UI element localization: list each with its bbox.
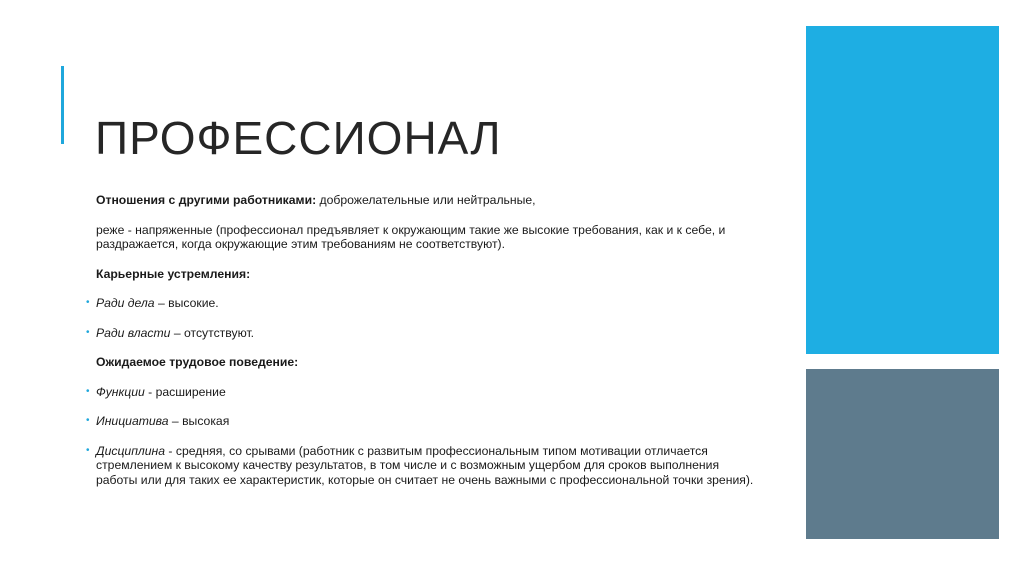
- list-item: • Ради дела – высокие.: [96, 296, 756, 311]
- behavior-heading: Ожидаемое трудовое поведение:: [96, 355, 299, 369]
- relations-text: доброжелательные или нейтральные,: [316, 193, 536, 207]
- tense-paragraph: реже - напряженные (профессионал предъявляет к окружающим такие же высокие требования, как и к себе, и раздражается, когда окружающие этим требованиям не соответствуют).: [96, 222, 726, 251]
- list-item: • Ради власти – отсутствуют.: [96, 326, 756, 341]
- career-heading: Карьерные устремления:: [96, 266, 251, 281]
- list-item: • Инициатива – высокая: [96, 414, 756, 429]
- list-item: • Дисциплина - средняя, со срывами (работник с развитым профессиональным типом мотивации отличается стремлением к высокому качеству результатов, в том числе и с возможным ущербом для сроков выполнения работы или для таких ее характеристик, которые он считает не очень важными с профессиональной точки зрения).: [96, 444, 756, 488]
- decorative-blue-block: [806, 26, 999, 354]
- relations-label: Отношения с другими работниками:: [96, 193, 317, 207]
- decorative-slate-block: [806, 369, 999, 539]
- title-accent-bar: [61, 66, 64, 144]
- relations-paragraph: [96, 193, 756, 208]
- slide-body: [96, 190, 756, 487]
- slide-title: ПРОФЕССИОНАЛ: [95, 111, 502, 164]
- list-item: • Функции - расширение: [96, 385, 756, 400]
